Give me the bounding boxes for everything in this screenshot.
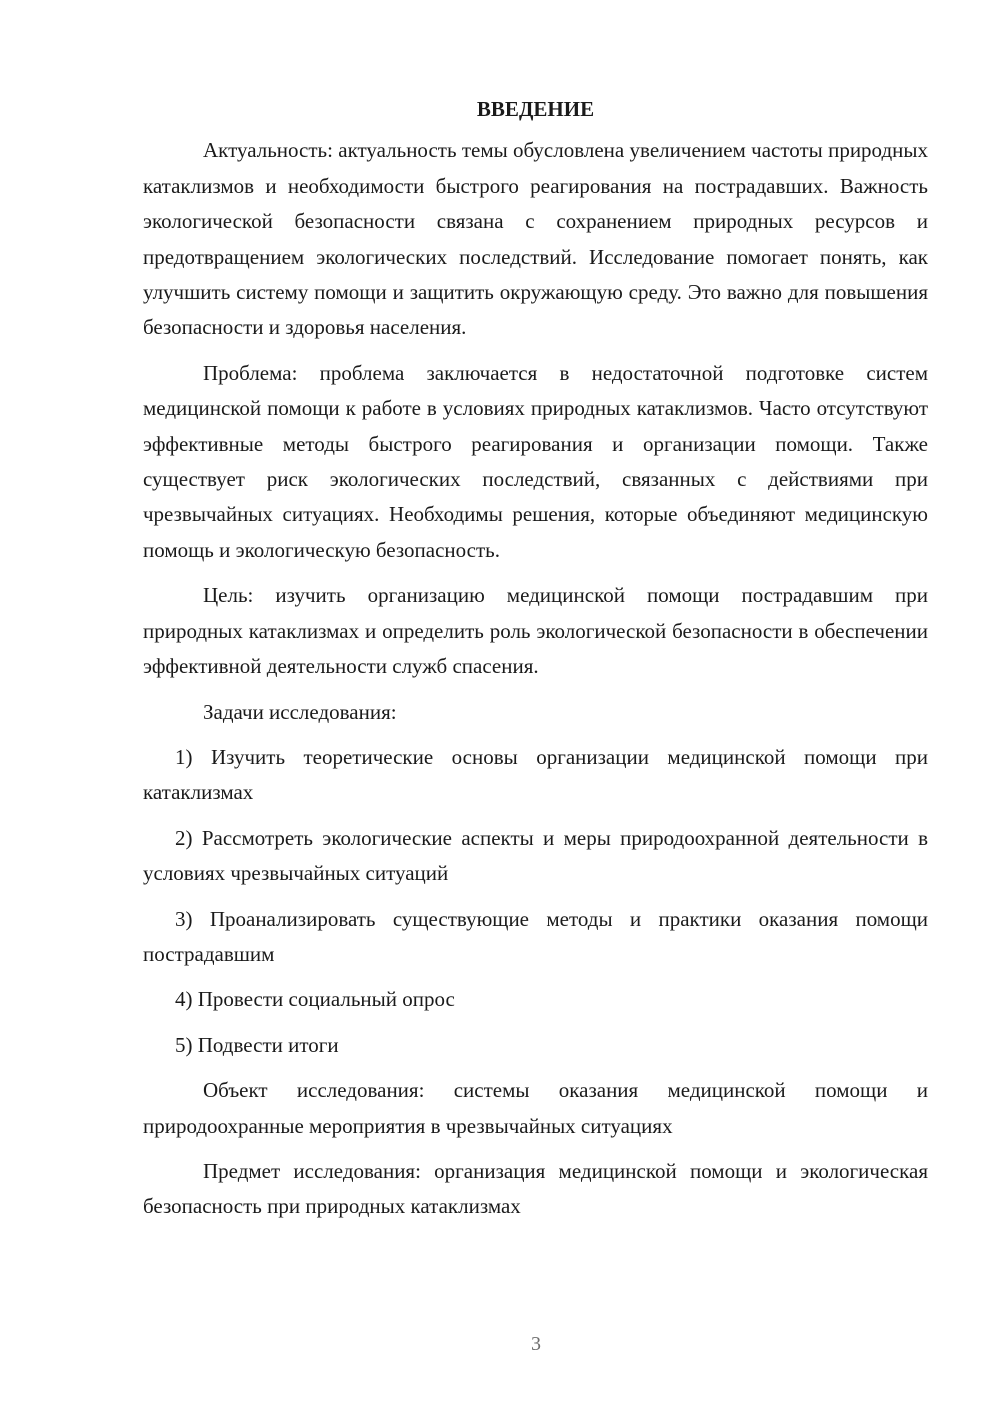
research-subject-paragraph: Предмет исследования: организация медицинской помощи и экологическая безопасность при природных катаклизмах [143, 1158, 928, 1219]
page-number: 3 [531, 1333, 541, 1355]
task-item-3: 3) Проанализировать существующие методы и практики оказания помощи пострадавшим [143, 906, 928, 966]
goal-paragraph: Цель: изучить организацию медицинской помощи пострадавшим при природных катаклизмах и определить роль экологической безопасности в обеспечении эффективной деятельности служб спасения. [143, 583, 928, 679]
document-body [143, 92, 928, 1235]
task-item-5: 5) Подвести итоги [175, 1032, 339, 1057]
problem-paragraph: Проблема: проблема заключается в недостаточной подготовке систем медицинской помощи к работе в условиях природных катаклизмов. Часто отсутствуют эффективные методы быстрого реагирования и организации помощи. Также существует риск экологических последствий, связанных с действиями при чрезвычайных ситуациях. Необходимы решения, которые объединяют медицинскую помощь и экологическую безопасность. [143, 360, 928, 562]
task-item-4: 4) Провести социальный опрос [175, 987, 455, 1012]
section-title: ВВЕДЕНИЕ [476, 97, 595, 121]
task-item-1: 1) Изучить теоретические основы организации медицинской помощи при катаклизмах [143, 744, 928, 805]
relevance-paragraph: Актуальность: актуальность темы обусловлена увеличением частоты природных катаклизмов и необходимости быстрого реагирования на пострадавших. Важность экологической безопасности связана с сохранением природных ресурсов и предотвращением экологических последствий. Исследование помогает понять, как улучшить систему помощи и защитить окружающую среду. Это важно для повышения безопасности и здоровья населения. [143, 138, 928, 340]
tasks-heading: Задачи исследования: [203, 699, 397, 724]
task-item-2: 2) Рассмотреть экологические аспекты и меры природоохранной деятельности в условиях чрезвычайных ситуаций [143, 825, 928, 886]
research-object-paragraph: Объект исследования: системы оказания медицинской помощи и природоохранные мероприятия в чрезвычайных ситуациях [143, 1078, 928, 1138]
